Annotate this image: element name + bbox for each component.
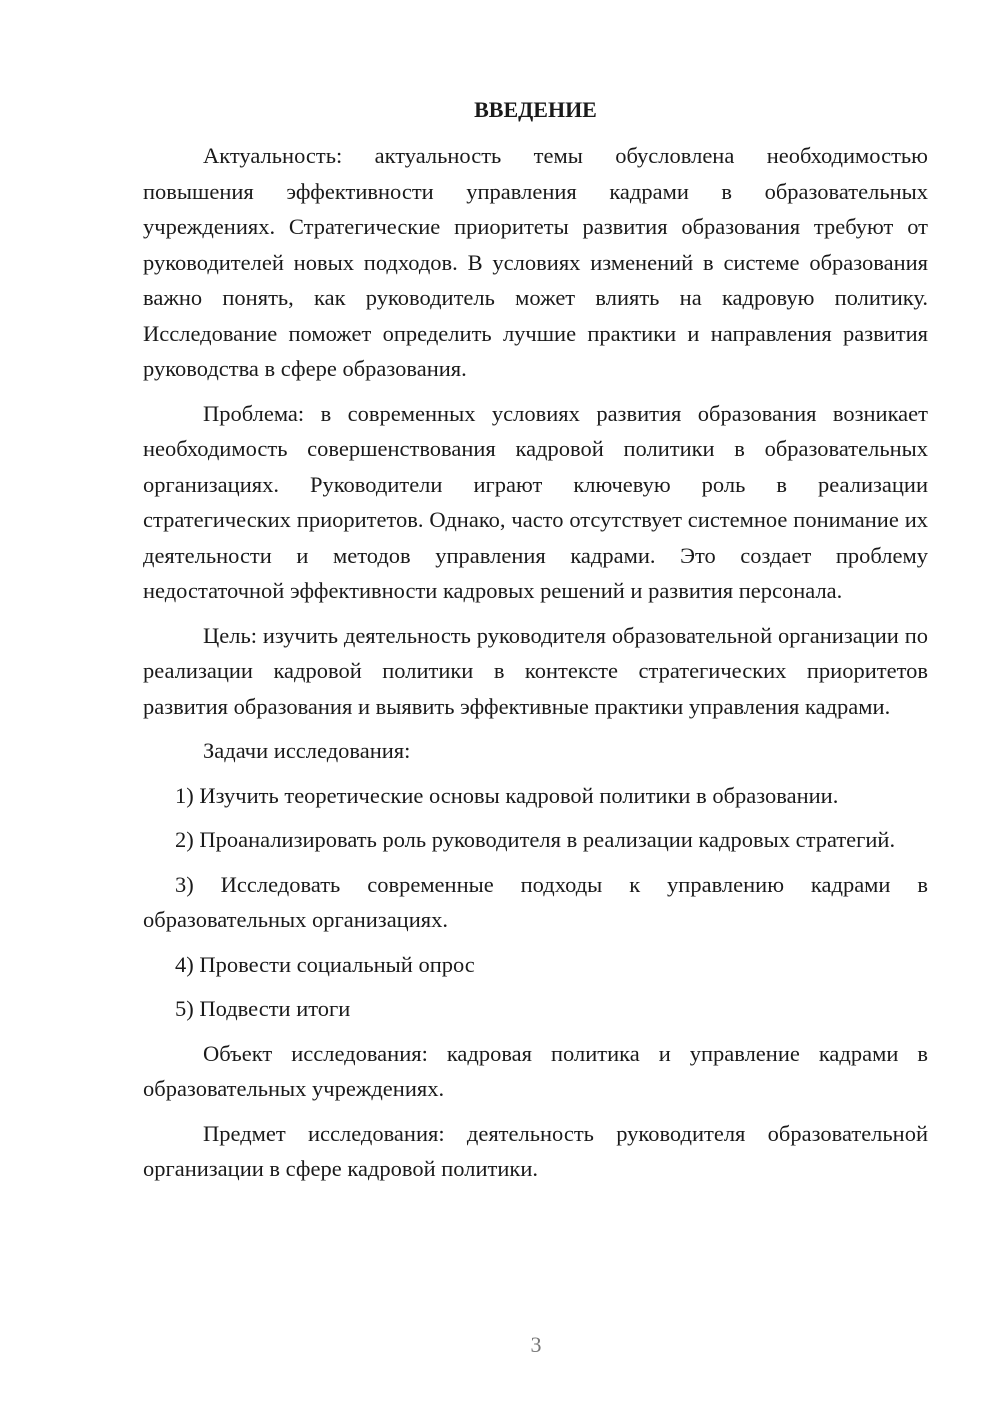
task-item-3: 3) Исследовать современные подходы к управлению кадрами в образовательных организациях.	[143, 871, 928, 932]
paragraph-relevance: Актуальность: актуальность темы обусловлена необходимостью повышения эффективности управления кадрами в образовательных учреждениях. Стратегические приоритеты развития образования требуют от руководителей новых подходов. В условиях изменений в системе образования важно понять, как руководитель может влиять на кадровую политику. Исследование поможет определить лучшие практики и направления развития руководства в сфере образования.	[143, 143, 928, 381]
paragraph-subject: Предмет исследования: деятельность руководителя образовательной организации в сфере кадровой политики.	[143, 1120, 928, 1181]
document-page	[143, 92, 928, 1196]
paragraph-goal: Цель: изучить деятельность руководителя образовательной организации по реализации кадровой политики в контексте стратегических приоритетов развития образования и выявить эффективные практики управления кадрами.	[143, 622, 928, 719]
paragraph-problem: Проблема: в современных условиях развития образования возникает необходимость совершенствования кадровой политики в образовательных организациях. Руководители играют ключевую роль в реализации стратегических приоритетов. Однако, часто отсутствует системное понимание их деятельности и методов управления кадрами. Это создает проблему недостаточной эффективности кадровых решений и развития персонала.	[143, 400, 928, 603]
paragraph-object: Объект исследования: кадровая политика и управление кадрами в образовательных учреждениях.	[143, 1040, 928, 1101]
section-title: ВВЕДЕНИЕ	[474, 97, 597, 122]
page-number: 3	[530, 1332, 542, 1357]
task-item-4: 4) Провести социальный опрос	[175, 951, 475, 977]
paragraph-tasks-heading: Задачи исследования:	[203, 738, 411, 763]
task-item-2: 2) Проанализировать роль руководителя в реализации кадровых стратегий.	[175, 827, 896, 852]
task-item-1: 1) Изучить теоретические основы кадровой политики в образовании.	[175, 782, 839, 808]
task-item-5: 5) Подвести итоги	[175, 996, 351, 1021]
